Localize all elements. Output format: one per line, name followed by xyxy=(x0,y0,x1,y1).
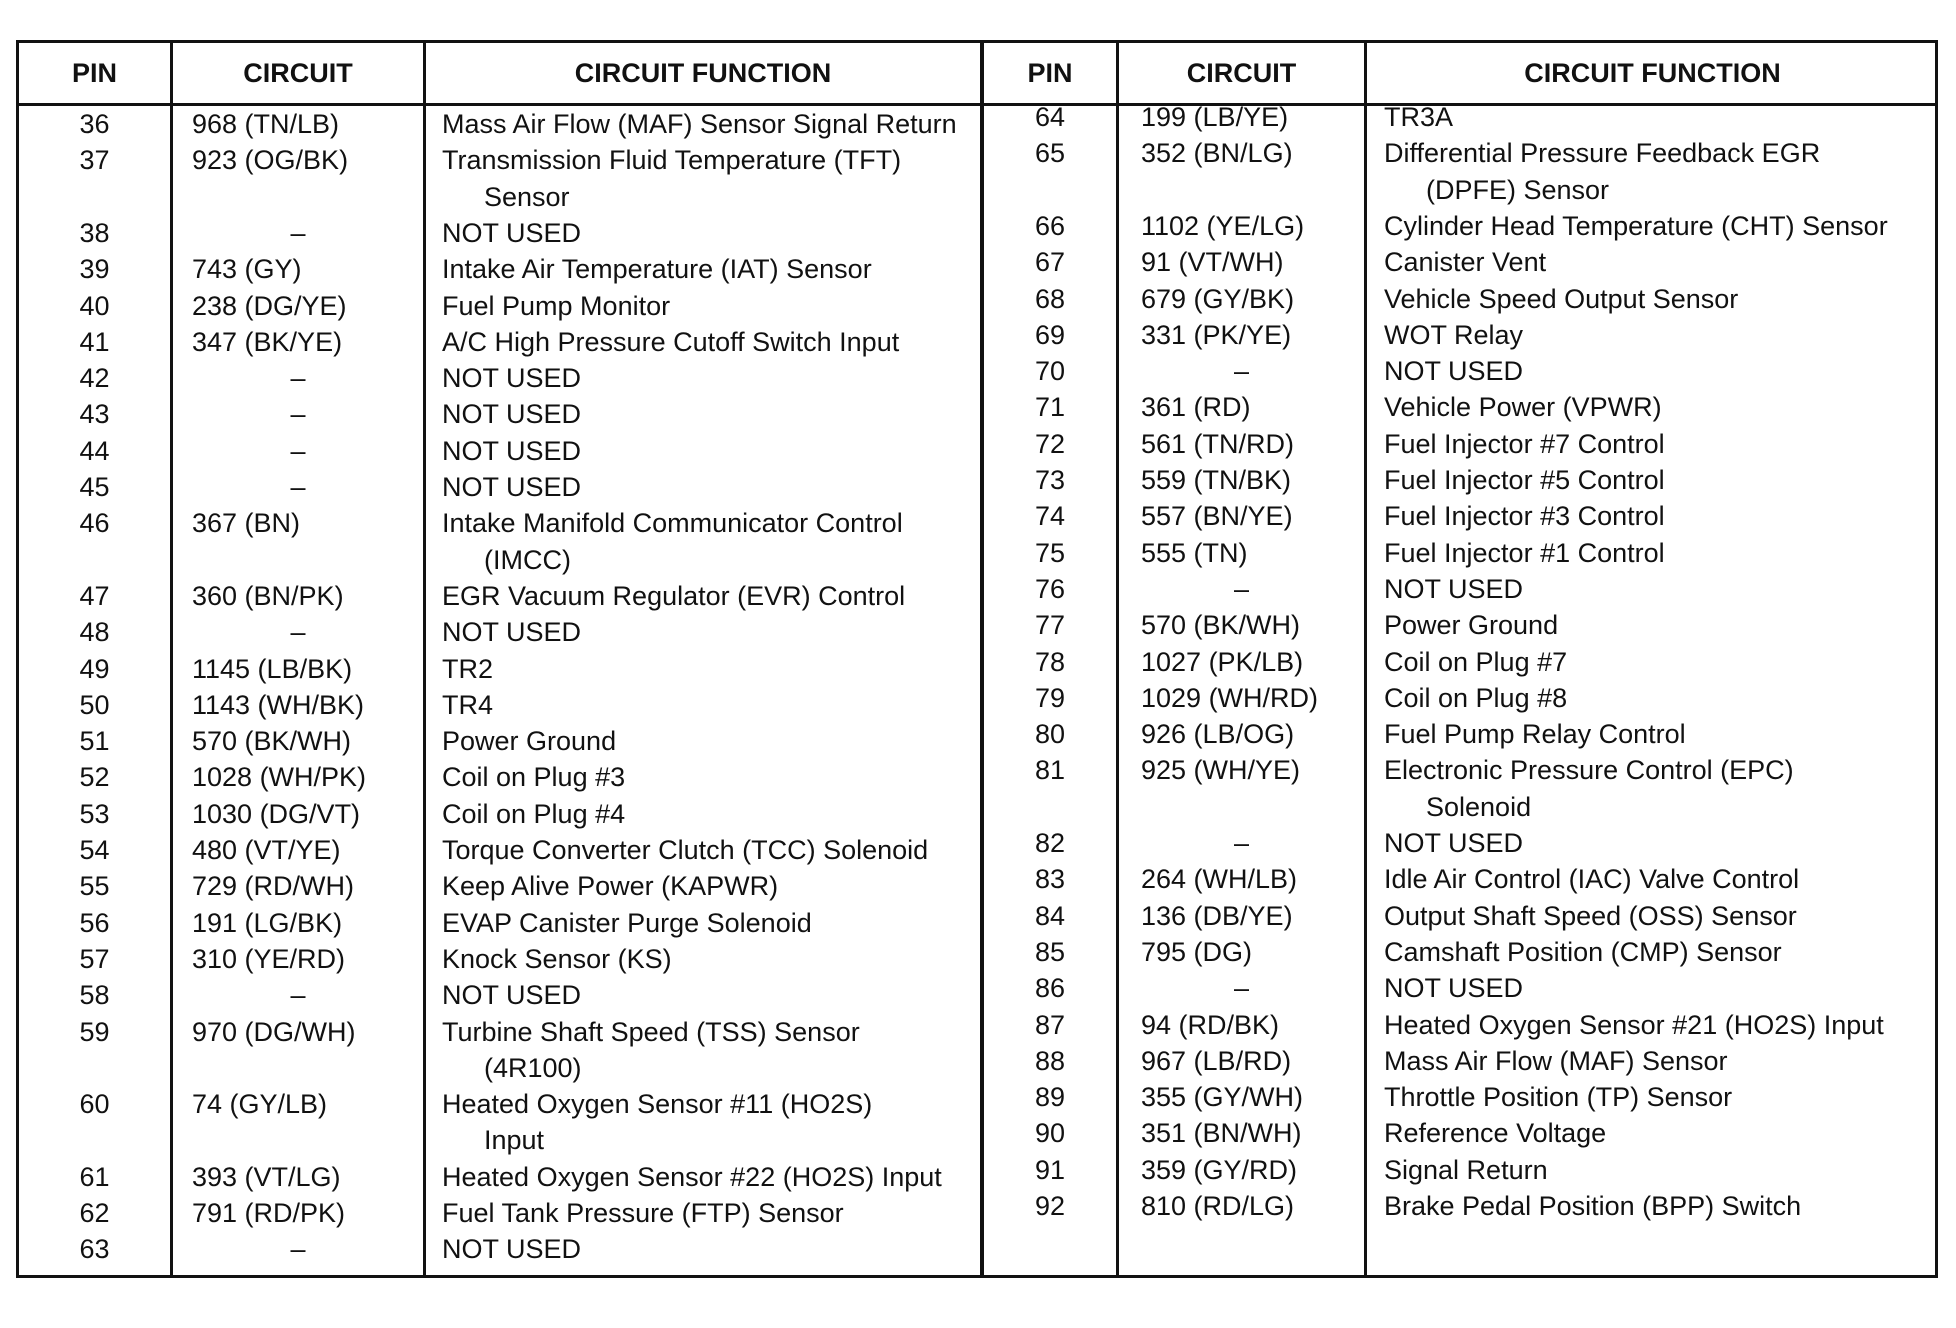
table-row xyxy=(19,1115,1935,1151)
pin-number: 80 xyxy=(1034,719,1066,750)
table-row xyxy=(19,970,1935,1006)
pin-number: 82 xyxy=(1034,828,1066,858)
circuit-code: 1145 (LB/BK) xyxy=(192,653,353,684)
circuit-function: Output Shaft Speed (OSS) Sensor xyxy=(1384,900,1797,931)
circuit-function: NOT USED xyxy=(1384,356,1524,387)
circuit-function: Power Ground xyxy=(1384,610,1559,641)
table-row xyxy=(19,571,1935,607)
pin-number: 72 xyxy=(1034,428,1066,459)
circuit-function: Fuel Pump Relay Control xyxy=(1384,719,1686,750)
circuit-code: 264 (WH/LB) xyxy=(1141,864,1298,895)
pin-number: 71 xyxy=(1034,392,1066,423)
circuit-function: Keep Alive Power (KAPWR) xyxy=(442,871,779,902)
circuit-code: 480 (VT/YE) xyxy=(192,835,341,865)
circuit-code: – xyxy=(1233,573,1250,604)
pin-number: 51 xyxy=(79,726,110,757)
circuit-code: 967 (LB/RD) xyxy=(1141,1045,1292,1076)
circuit-function: NOT USED xyxy=(442,472,582,502)
pin-number: 53 xyxy=(79,798,110,829)
table-row xyxy=(19,825,1935,861)
circuit-code: 1030 (DG/VT) xyxy=(192,798,361,829)
circuit-code: – xyxy=(290,435,306,466)
table-row xyxy=(19,644,1935,680)
circuit-function: Vehicle Power (VPWR) xyxy=(1384,392,1662,423)
table-row xyxy=(19,462,1935,498)
circuit-code: 74 (GY/LB) xyxy=(192,1089,328,1120)
table-row xyxy=(19,1007,1935,1043)
circuit-code: 310 (YE/RD) xyxy=(192,943,346,974)
circuit-code: 1102 (YE/LG) xyxy=(1141,210,1305,241)
pin-number: 73 xyxy=(1034,465,1066,495)
circuit-function-continued: (4R100) xyxy=(484,1052,582,1083)
header-function-left: CIRCUIT FUNCTION xyxy=(574,58,832,88)
circuit-function: TR4 xyxy=(442,689,494,720)
circuit-code: – xyxy=(1233,828,1250,858)
pin-number: 87 xyxy=(1034,1009,1066,1040)
circuit-function: Heated Oxygen Sensor #22 (HO2S) Input xyxy=(442,1161,942,1192)
circuit-function: Reference Voltage xyxy=(1384,1118,1607,1149)
pin-number: 45 xyxy=(79,472,110,502)
header-pin-right: PIN xyxy=(1027,58,1073,88)
circuit-function: Mass Air Flow (MAF) Sensor xyxy=(1384,1045,1728,1076)
circuit-function: Transmission Fluid Temperature (TFT) xyxy=(442,145,902,176)
circuit-code: 367 (BN) xyxy=(192,508,301,539)
circuit-code: 360 (BN/PK) xyxy=(192,580,344,611)
circuit-function: Fuel Tank Pressure (FTP) Sensor xyxy=(442,1198,844,1228)
table-row xyxy=(19,208,1935,244)
pin-number: 36 xyxy=(79,109,110,139)
pin-number: 67 xyxy=(1034,247,1066,278)
circuit-code: 559 (TN/BK) xyxy=(1141,465,1292,495)
circuit-code: 393 (VT/LG) xyxy=(192,1161,341,1192)
circuit-function: NOT USED xyxy=(442,363,582,394)
table-row xyxy=(19,535,1935,571)
circuit-function: NOT USED xyxy=(442,435,582,466)
circuit-function-continued: (DPFE) Sensor xyxy=(1426,174,1610,205)
circuit-function: Cylinder Head Temperature (CHT) Sensor xyxy=(1384,210,1888,241)
circuit-function: NOT USED xyxy=(442,399,582,430)
circuit-function: NOT USED xyxy=(442,617,582,648)
circuit-function: WOT Relay xyxy=(1384,319,1524,350)
table-row xyxy=(19,607,1935,643)
pin-number: 38 xyxy=(79,217,110,248)
circuit-function: Camshaft Position (CMP) Sensor xyxy=(1384,936,1782,967)
circuit-function-continued: Input xyxy=(484,1125,545,1156)
pin-number: 60 xyxy=(79,1089,110,1120)
pin-number: 90 xyxy=(1034,1118,1066,1149)
circuit-code: 926 (LB/OG) xyxy=(1141,719,1295,750)
circuit-code: 1029 (WH/RD) xyxy=(1141,682,1319,713)
pin-number: 91 xyxy=(1034,1154,1066,1185)
table-row xyxy=(19,99,1935,135)
circuit-function: Vehicle Speed Output Sensor xyxy=(1384,283,1739,314)
circuit-function: Coil on Plug #4 xyxy=(442,798,626,829)
circuit-function: Fuel Injector #1 Control xyxy=(1384,537,1665,568)
pin-number: 74 xyxy=(1034,501,1066,532)
pin-number: 43 xyxy=(79,399,110,430)
pin-number: 88 xyxy=(1034,1045,1066,1076)
pin-number: 56 xyxy=(79,907,110,938)
pin-number: 37 xyxy=(79,145,110,176)
pin-number: 83 xyxy=(1034,864,1066,895)
circuit-function: EVAP Canister Purge Solenoid xyxy=(442,907,812,938)
circuit-function: Signal Return xyxy=(1384,1154,1548,1185)
circuit-function: NOT USED xyxy=(442,1234,582,1265)
pin-number: 81 xyxy=(1034,755,1066,786)
circuit-code: – xyxy=(290,399,306,430)
circuit-code: 795 (DG) xyxy=(1141,936,1253,967)
pin-number: 89 xyxy=(1034,1082,1066,1113)
circuit-function: Fuel Injector #3 Control xyxy=(1384,501,1665,532)
circuit-code: 791 (RD/PK) xyxy=(192,1198,346,1228)
circuit-code: 1028 (WH/PK) xyxy=(192,762,367,793)
table-row xyxy=(19,898,1935,934)
circuit-code: 352 (BN/LG) xyxy=(1141,138,1293,169)
pin-number: 86 xyxy=(1034,973,1066,1004)
circuit-function: Mass Air Flow (MAF) Sensor Signal Return xyxy=(442,109,957,139)
circuit-code: 925 (WH/YE) xyxy=(1141,755,1301,786)
circuit-code: – xyxy=(290,980,306,1011)
pin-number: 46 xyxy=(79,508,110,539)
table-row xyxy=(19,281,1935,317)
circuit-code: – xyxy=(290,617,306,648)
pin-number: 40 xyxy=(79,290,110,321)
header-pin-left: PIN xyxy=(71,58,117,88)
circuit-code: – xyxy=(1233,973,1250,1004)
table-row xyxy=(19,752,1935,825)
circuit-function: Knock Sensor (KS) xyxy=(442,943,672,974)
table-row xyxy=(19,244,1935,280)
circuit-function: Fuel Pump Monitor xyxy=(442,290,671,321)
circuit-code: 351 (BN/WH) xyxy=(1141,1118,1302,1149)
circuit-code: 347 (BK/YE) xyxy=(192,326,343,357)
circuit-function: Coil on Plug #3 xyxy=(442,762,626,793)
circuit-code: 561 (TN/RD) xyxy=(1141,428,1295,459)
circuit-code: – xyxy=(290,472,306,502)
circuit-function: Idle Air Control (IAC) Valve Control xyxy=(1384,864,1800,895)
pin-number: 85 xyxy=(1034,936,1066,967)
circuit-code: 923 (OG/BK) xyxy=(192,145,349,176)
header-function-right: CIRCUIT FUNCTION xyxy=(1524,58,1781,88)
circuit-function: Throttle Position (TP) Sensor xyxy=(1384,1082,1733,1113)
circuit-function: Torque Converter Clutch (TCC) Solenoid xyxy=(442,835,929,865)
table-row xyxy=(19,389,1935,425)
circuit-function-continued: Solenoid xyxy=(1426,791,1532,822)
circuit-function: Fuel Injector #5 Control xyxy=(1384,465,1665,495)
circuit-function-continued: Sensor xyxy=(484,181,570,212)
circuit-code: 743 (GY) xyxy=(192,254,302,285)
circuit-code: 191 (LG/BK) xyxy=(192,907,343,938)
pin-number: 70 xyxy=(1034,356,1066,387)
circuit-function: Coil on Plug #8 xyxy=(1384,682,1568,713)
circuit-code: 968 (TN/LB) xyxy=(192,109,340,139)
circuit-function: NOT USED xyxy=(1384,973,1524,1004)
pin-number: 57 xyxy=(79,943,110,974)
table-row xyxy=(19,498,1935,534)
circuit-function: Turbine Shaft Speed (TSS) Sensor xyxy=(442,1016,860,1047)
table-row xyxy=(19,934,1935,970)
circuit-code: 557 (BN/YE) xyxy=(1141,501,1293,532)
circuit-code: – xyxy=(290,363,306,394)
pin-number: 79 xyxy=(1034,682,1066,713)
circuit-function: Brake Pedal Position (BPP) Switch xyxy=(1384,1191,1802,1221)
circuit-code: 679 (GY/BK) xyxy=(1141,283,1295,314)
circuit-function: NOT USED xyxy=(1384,828,1524,858)
circuit-function: Heated Oxygen Sensor #21 (HO2S) Input xyxy=(1384,1009,1884,1040)
circuit-code: 1143 (WH/BK) xyxy=(192,689,365,720)
circuit-code: 729 (RD/WH) xyxy=(192,871,355,902)
circuit-code: 555 (TN) xyxy=(1141,537,1248,568)
circuit-code: 136 (DB/YE) xyxy=(1141,900,1293,931)
circuit-code: 238 (DG/YE) xyxy=(192,290,347,321)
pin-number: 41 xyxy=(79,326,110,357)
circuit-function: Heated Oxygen Sensor #11 (HO2S) xyxy=(442,1089,873,1120)
table-row xyxy=(19,135,1935,208)
circuit-function: TR3A xyxy=(1384,102,1454,132)
pin-number: 75 xyxy=(1034,537,1066,568)
circuit-code: 91 (VT/WH) xyxy=(1141,247,1284,278)
pin-number: 39 xyxy=(79,254,110,285)
pin-number: 78 xyxy=(1034,646,1066,677)
table-row xyxy=(19,426,1935,462)
circuit-function: Power Ground xyxy=(442,726,617,757)
pin-number: 42 xyxy=(79,363,110,394)
circuit-code: 970 (DG/WH) xyxy=(192,1016,356,1047)
table-row xyxy=(19,317,1935,353)
pin-number: 76 xyxy=(1034,573,1066,604)
pin-number: 65 xyxy=(1034,138,1066,169)
circuit-code: 355 (GY/WH) xyxy=(1141,1082,1304,1113)
circuit-function-continued: (IMCC) xyxy=(484,544,571,575)
pin-number: 62 xyxy=(79,1198,110,1228)
circuit-function: EGR Vacuum Regulator (EVR) Control xyxy=(442,580,906,611)
pin-number: 66 xyxy=(1034,210,1066,241)
circuit-function: Intake Air Temperature (IAT) Sensor xyxy=(442,254,872,285)
circuit-function: NOT USED xyxy=(442,980,582,1011)
header-circuit-left: CIRCUIT xyxy=(243,58,353,88)
pin-number: 84 xyxy=(1034,900,1066,931)
circuit-code: – xyxy=(1233,356,1250,387)
pin-number: 48 xyxy=(79,617,110,648)
circuit-code: – xyxy=(290,1234,306,1265)
circuit-function: Intake Manifold Communicator Control xyxy=(442,508,903,539)
pin-number: 63 xyxy=(79,1234,110,1265)
table-row xyxy=(19,1152,1935,1188)
pin-number: 44 xyxy=(79,435,110,466)
circuit-code: 1027 (PK/LB) xyxy=(1141,646,1304,677)
circuit-code: 570 (BK/WH) xyxy=(1141,610,1301,641)
circuit-code: 570 (BK/WH) xyxy=(192,726,352,757)
table-row xyxy=(19,1043,1935,1079)
pin-number: 68 xyxy=(1034,283,1066,314)
pin-number: 69 xyxy=(1034,319,1066,350)
header-circuit-right: CIRCUIT xyxy=(1186,58,1297,88)
table-row xyxy=(19,680,1935,716)
pin-number: 55 xyxy=(79,871,110,902)
circuit-function: Fuel Injector #7 Control xyxy=(1384,428,1665,459)
table-row xyxy=(19,861,1935,897)
pin-number: 64 xyxy=(1034,102,1066,132)
table-row xyxy=(19,353,1935,389)
circuit-function: NOT USED xyxy=(1384,573,1524,604)
pin-number: 47 xyxy=(79,580,110,611)
circuit-function: Differential Pressure Feedback EGR xyxy=(1384,138,1821,169)
circuit-code: 361 (RD) xyxy=(1141,392,1251,423)
circuit-code: 810 (RD/LG) xyxy=(1141,1191,1295,1221)
pin-number: 50 xyxy=(79,689,110,720)
circuit-code: 359 (GY/RD) xyxy=(1141,1154,1298,1185)
table-row xyxy=(19,1188,1935,1224)
pin-number: 54 xyxy=(79,835,110,865)
circuit-function: Canister Vent xyxy=(1384,247,1547,278)
table-row xyxy=(19,716,1935,752)
pin-number: 58 xyxy=(79,980,110,1011)
circuit-code: 199 (LB/YE) xyxy=(1141,102,1289,132)
pin-number: 52 xyxy=(79,762,110,793)
circuit-code: 94 (RD/BK) xyxy=(1141,1009,1280,1040)
pin-number: 61 xyxy=(79,1161,110,1192)
circuit-function: A/C High Pressure Cutoff Switch Input xyxy=(442,326,900,357)
circuit-function: NOT USED xyxy=(442,217,582,248)
table-row xyxy=(19,1231,1935,1267)
table-row xyxy=(19,1079,1935,1115)
circuit-code: 331 (PK/YE) xyxy=(1141,319,1292,350)
pinout-table xyxy=(16,40,1938,1278)
pin-number: 77 xyxy=(1034,610,1066,641)
circuit-function: Coil on Plug #7 xyxy=(1384,646,1568,677)
circuit-code: – xyxy=(290,217,306,248)
pin-number: 59 xyxy=(79,1016,110,1047)
pin-number: 92 xyxy=(1034,1191,1066,1221)
circuit-function: TR2 xyxy=(442,653,494,684)
pin-number: 49 xyxy=(79,653,110,684)
circuit-function: Electronic Pressure Control (EPC) xyxy=(1384,755,1794,786)
